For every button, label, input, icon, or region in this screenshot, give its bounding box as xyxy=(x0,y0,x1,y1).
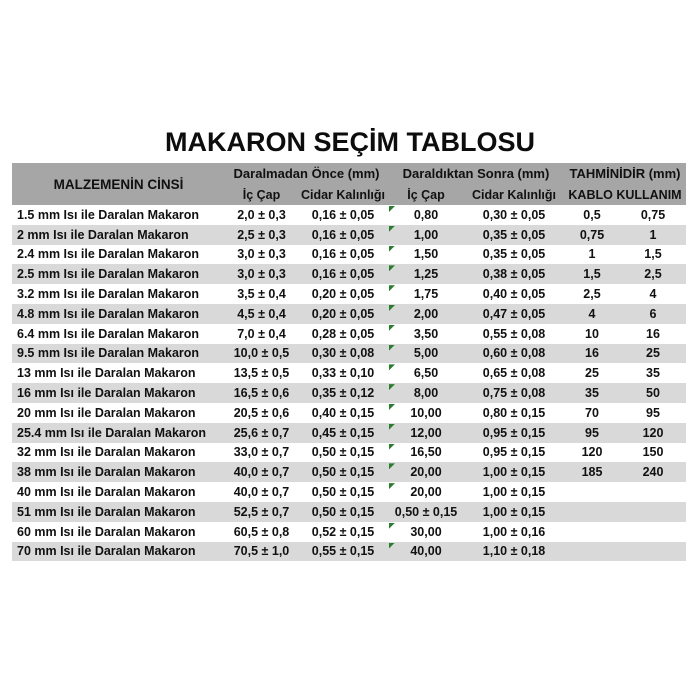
row-cable-usage-min: 2,5 xyxy=(583,287,601,302)
row-material: 51 mm Isı ile Daralan Makaron xyxy=(17,504,196,519)
row-cable-usage-min xyxy=(564,502,620,522)
row-before-wall-thickness: 0,16 ± 0,05 xyxy=(311,227,375,242)
table-row xyxy=(12,304,686,324)
table-row xyxy=(12,502,686,522)
row-cable-usage-max: 4 xyxy=(649,287,657,302)
header-before-shrink-group: Daralmadan Önce (mm) xyxy=(233,166,380,181)
row-after-wall-thickness: 1,00 ± 0,15 xyxy=(482,504,546,519)
table-row xyxy=(12,542,686,562)
row-before-wall-thickness: 0,50 ± 0,15 xyxy=(311,504,375,519)
row-cable-usage-min: 10 xyxy=(585,326,599,341)
row-cable-usage-min: 25 xyxy=(585,366,599,381)
row-after-inner-diameter: 2,00 xyxy=(388,304,464,324)
row-material: 13 mm Isı ile Daralan Makaron xyxy=(17,366,196,381)
row-material: 40 mm Isı ile Daralan Makaron xyxy=(17,485,196,500)
row-material: 2.5 mm Isı ile Daralan Makaron xyxy=(17,267,200,282)
row-after-wall-thickness: 1,10 ± 0,18 xyxy=(482,544,546,559)
row-cable-usage-max: 2,5 xyxy=(644,267,662,282)
row-after-inner-diameter: 3,50 xyxy=(388,324,464,344)
makaron-selection-table xyxy=(12,163,686,561)
row-after-inner-diameter: 5,00 xyxy=(388,344,464,364)
row-material: 6.4 mm Isı ile Daralan Makaron xyxy=(17,326,200,341)
table-row xyxy=(12,383,686,403)
row-cable-usage-min: 120 xyxy=(581,445,603,460)
row-material: 2.4 mm Isı ile Daralan Makaron xyxy=(17,247,200,262)
row-material: 32 mm Isı ile Daralan Makaron xyxy=(17,445,196,460)
header-inner-diameter-before: İç Çap xyxy=(242,187,281,202)
header-wall-thickness-after: Cidar Kalınlığı xyxy=(471,187,557,202)
row-after-wall-thickness: 0,75 ± 0,08 xyxy=(482,386,546,401)
row-cable-usage-max: 1,5 xyxy=(644,247,662,262)
row-before-wall-thickness: 0,50 ± 0,15 xyxy=(311,445,375,460)
row-after-inner-diameter: 40,00 xyxy=(388,542,464,562)
row-before-inner-diameter: 4,5 ± 0,4 xyxy=(237,306,286,321)
row-after-inner-diameter: 1,25 xyxy=(388,264,464,284)
row-material: 3.2 mm Isı ile Daralan Makaron xyxy=(17,287,200,302)
row-before-inner-diameter: 20,5 ± 0,6 xyxy=(233,405,290,420)
row-after-inner-diameter: 6,50 xyxy=(388,363,464,383)
table-row xyxy=(12,324,686,344)
row-after-wall-thickness: 1,00 ± 0,15 xyxy=(482,465,546,480)
table-row xyxy=(12,522,686,542)
header-inner-diameter-after: İç Çap xyxy=(407,187,445,202)
row-after-wall-thickness: 0,35 ± 0,05 xyxy=(482,227,546,242)
row-after-inner-diameter: 20,00 xyxy=(388,462,464,482)
row-material: 70 mm Isı ile Daralan Makaron xyxy=(17,544,196,559)
table-row xyxy=(12,462,686,482)
row-before-wall-thickness: 0,20 ± 0,05 xyxy=(311,306,375,321)
row-cable-usage-max: 150 xyxy=(642,445,664,460)
row-after-wall-thickness: 1,00 ± 0,15 xyxy=(482,485,546,500)
table-header xyxy=(12,163,686,205)
header-material: MALZEMENİN CİNSİ xyxy=(53,176,184,192)
row-before-wall-thickness: 0,20 ± 0,05 xyxy=(311,287,375,302)
row-cable-usage-min: 0,75 xyxy=(579,227,605,242)
row-cable-usage-max: 16 xyxy=(646,326,660,341)
row-after-inner-diameter: 12,00 xyxy=(388,423,464,443)
row-before-inner-diameter: 3,5 ± 0,4 xyxy=(237,287,286,302)
row-after-wall-thickness: 0,47 ± 0,05 xyxy=(482,306,546,321)
row-before-inner-diameter: 10,0 ± 0,5 xyxy=(233,346,290,361)
table-row xyxy=(12,443,686,463)
row-before-wall-thickness: 0,16 ± 0,05 xyxy=(311,207,375,222)
row-material: 9.5 mm Isı ile Daralan Makaron xyxy=(17,346,200,361)
row-before-wall-thickness: 0,50 ± 0,15 xyxy=(311,485,375,500)
row-before-wall-thickness: 0,28 ± 0,05 xyxy=(311,326,375,341)
row-cable-usage-max: 25 xyxy=(646,346,660,361)
row-before-wall-thickness: 0,52 ± 0,15 xyxy=(311,524,375,539)
row-after-wall-thickness: 0,55 ± 0,08 xyxy=(482,326,546,341)
table-row xyxy=(12,344,686,364)
row-after-wall-thickness: 0,65 ± 0,08 xyxy=(482,366,546,381)
row-before-inner-diameter: 60,5 ± 0,8 xyxy=(233,524,290,539)
row-before-inner-diameter: 40,0 ± 0,7 xyxy=(233,485,290,500)
row-cable-usage-min xyxy=(564,522,620,542)
table-row xyxy=(12,245,686,265)
row-before-inner-diameter: 52,5 ± 0,7 xyxy=(233,504,290,519)
header-estimate-group: TAHMİNİDİR (mm) xyxy=(569,166,681,181)
row-material: 25.4 mm Isı ile Daralan Makaron xyxy=(17,425,206,440)
row-material: 2 mm Isı ile Daralan Makaron xyxy=(17,227,189,242)
row-before-inner-diameter: 33,0 ± 0,7 xyxy=(233,445,290,460)
row-cable-usage-min: 1,5 xyxy=(583,267,601,282)
row-before-inner-diameter: 2,0 ± 0,3 xyxy=(237,207,286,222)
row-after-inner-diameter: 0,80 xyxy=(388,205,464,225)
row-cable-usage-min: 185 xyxy=(581,465,603,480)
row-after-inner-diameter: 0,50 ± 0,15 xyxy=(394,504,458,519)
row-after-inner-diameter: 10,00 xyxy=(388,403,464,423)
row-cable-usage-min: 0,5 xyxy=(583,207,601,222)
row-cable-usage-max: 95 xyxy=(646,405,660,420)
row-cable-usage-max xyxy=(620,522,686,542)
row-before-inner-diameter: 70,5 ± 1,0 xyxy=(233,544,290,559)
row-cable-usage-min xyxy=(564,542,620,562)
row-after-inner-diameter: 8,00 xyxy=(388,383,464,403)
row-cable-usage-max xyxy=(620,482,686,502)
row-after-wall-thickness: 0,95 ± 0,15 xyxy=(482,425,546,440)
row-material: 16 mm Isı ile Daralan Makaron xyxy=(17,386,196,401)
row-before-inner-diameter: 16,5 ± 0,6 xyxy=(233,386,290,401)
table-row xyxy=(12,225,686,245)
row-cable-usage-min: 35 xyxy=(585,386,599,401)
row-before-wall-thickness: 0,33 ± 0,10 xyxy=(311,366,375,381)
row-after-inner-diameter: 1,50 xyxy=(388,245,464,265)
row-cable-usage-max: 240 xyxy=(642,465,664,480)
row-after-wall-thickness: 1,00 ± 0,16 xyxy=(482,524,546,539)
page-title: MAKARON SEÇİM TABLOSU xyxy=(165,127,535,157)
row-after-wall-thickness: 0,35 ± 0,05 xyxy=(482,247,546,262)
row-cable-usage-min: 70 xyxy=(585,405,599,420)
row-after-wall-thickness: 0,40 ± 0,05 xyxy=(482,287,546,302)
row-material: 38 mm Isı ile Daralan Makaron xyxy=(17,465,196,480)
row-cable-usage-min: 4 xyxy=(588,306,596,321)
row-cable-usage-min: 95 xyxy=(585,425,599,440)
row-material: 1.5 mm Isı ile Daralan Makaron xyxy=(17,207,200,222)
row-after-inner-diameter: 1,75 xyxy=(388,284,464,304)
row-after-wall-thickness: 0,38 ± 0,05 xyxy=(482,267,546,282)
table-body xyxy=(12,205,686,561)
row-before-inner-diameter: 3,0 ± 0,3 xyxy=(237,247,286,262)
row-before-inner-diameter: 2,5 ± 0,3 xyxy=(237,227,286,242)
table-row xyxy=(12,482,686,502)
table-row xyxy=(12,264,686,284)
row-material: 20 mm Isı ile Daralan Makaron xyxy=(17,405,196,420)
row-after-wall-thickness: 0,95 ± 0,15 xyxy=(482,445,546,460)
row-before-wall-thickness: 0,40 ± 0,15 xyxy=(311,405,375,420)
row-before-wall-thickness: 0,55 ± 0,15 xyxy=(311,544,375,559)
row-before-inner-diameter: 7,0 ± 0,4 xyxy=(237,326,286,341)
table-row xyxy=(12,363,686,383)
row-after-wall-thickness: 0,80 ± 0,15 xyxy=(482,405,546,420)
row-cable-usage-max: 1 xyxy=(649,227,657,242)
row-cable-usage-max xyxy=(620,502,686,522)
row-before-wall-thickness: 0,35 ± 0,12 xyxy=(311,386,375,401)
row-cable-usage-max: 120 xyxy=(642,425,664,440)
row-after-wall-thickness: 0,60 ± 0,08 xyxy=(482,346,546,361)
row-before-wall-thickness: 0,30 ± 0,08 xyxy=(311,346,375,361)
row-before-inner-diameter: 3,0 ± 0,3 xyxy=(237,267,286,282)
header-wall-thickness-before: Cidar Kalınlığı xyxy=(300,187,386,202)
row-after-wall-thickness: 0,30 ± 0,05 xyxy=(482,207,546,222)
row-cable-usage-max: 6 xyxy=(649,306,657,321)
row-after-inner-diameter: 30,00 xyxy=(388,522,464,542)
header-after-shrink-group: Daraldıktan Sonra (mm) xyxy=(402,166,550,181)
row-before-wall-thickness: 0,45 ± 0,15 xyxy=(311,425,375,440)
row-after-inner-diameter: 16,50 xyxy=(388,443,464,463)
row-material: 4.8 mm Isı ile Daralan Makaron xyxy=(17,306,200,321)
row-before-inner-diameter: 25,6 ± 0,7 xyxy=(233,425,290,440)
row-before-wall-thickness: 0,50 ± 0,15 xyxy=(311,465,375,480)
row-after-inner-diameter: 1,00 xyxy=(388,225,464,245)
row-cable-usage-min: 1 xyxy=(588,247,596,262)
row-after-inner-diameter: 20,00 xyxy=(388,482,464,502)
row-cable-usage-min: 16 xyxy=(585,346,599,361)
row-cable-usage-max: 0,75 xyxy=(640,207,666,222)
row-before-wall-thickness: 0,16 ± 0,05 xyxy=(311,267,375,282)
row-before-inner-diameter: 13,5 ± 0,5 xyxy=(233,366,290,381)
row-cable-usage-max xyxy=(620,542,686,562)
row-before-wall-thickness: 0,16 ± 0,05 xyxy=(311,247,375,262)
row-cable-usage-max: 50 xyxy=(646,386,660,401)
table-row xyxy=(12,284,686,304)
row-cable-usage-min xyxy=(564,482,620,502)
row-before-inner-diameter: 40,0 ± 0,7 xyxy=(233,465,290,480)
table-row xyxy=(12,423,686,443)
header-cable-usage: KABLO KULLANIM xyxy=(568,187,682,202)
row-material: 60 mm Isı ile Daralan Makaron xyxy=(17,524,196,539)
row-cable-usage-max: 35 xyxy=(646,366,660,381)
table-row xyxy=(12,403,686,423)
table-row xyxy=(12,205,686,225)
